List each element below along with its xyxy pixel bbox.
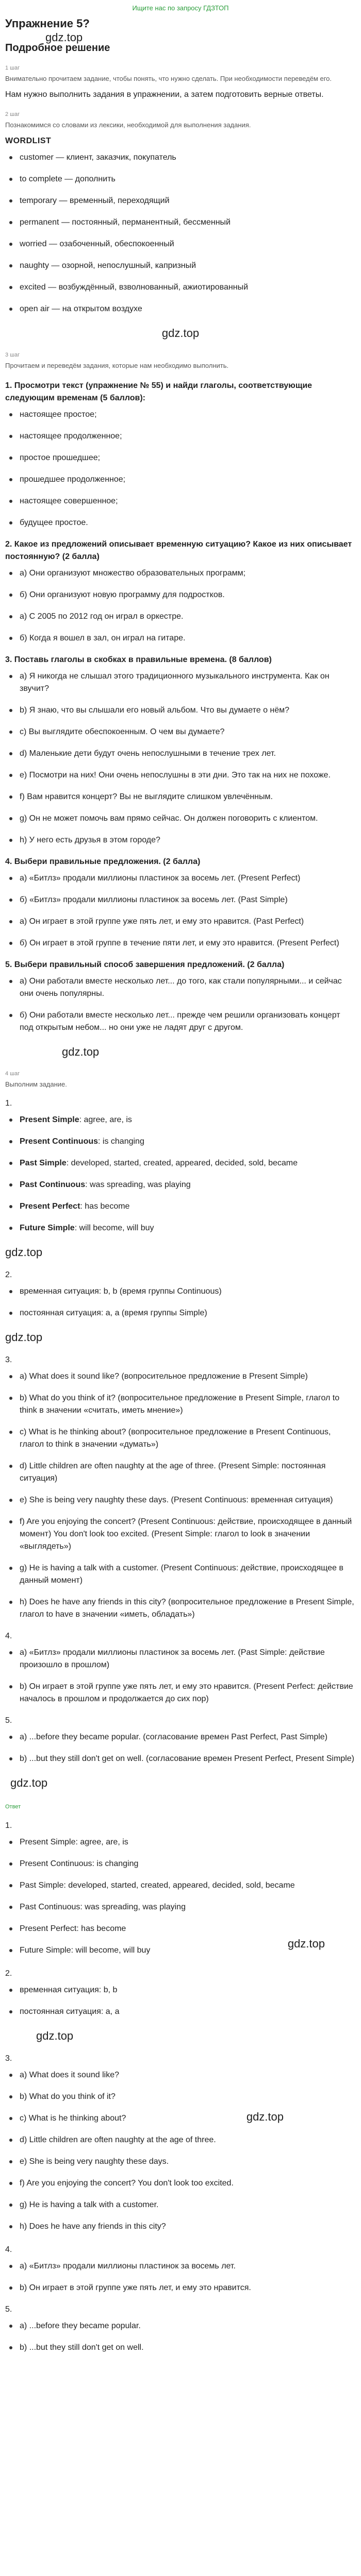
list-item: Past Simple: developed, started, created, appeared, decided, sold, became [20, 1879, 356, 1892]
step-label: 4 шаг [5, 1071, 20, 1077]
final-answer-list [5, 2320, 356, 2354]
list-item: а) Они организуют множество образовательных программ; [20, 567, 356, 580]
list-item [20, 1157, 356, 1170]
task-heading: 3. Поставь глаголы в скобках в правильные времена. (8 баллов) [5, 655, 272, 664]
list-item: постоянная ситуация: a, a (время группы Simple) [20, 1307, 356, 1319]
task-list [5, 409, 356, 529]
step-note: Выполним задание. [5, 1080, 67, 1088]
list-item: e) Посмотри на них! Они очень непослушны в эти дни. Это так на них не похоже. [20, 769, 356, 782]
list-item: постоянная ситуация: a, a [20, 2006, 356, 2018]
list-item: a) Я никогда не слышал этого традиционного музыкального инструмента. Как он звучит? [20, 670, 356, 695]
answer-list [5, 1114, 356, 1234]
step-note: Внимательно прочитаем задание, чтобы понять, что нужно сделать. При необходимости переведём его. [5, 74, 332, 82]
list-item: a) ...before they became popular. (согласование времен Past Perfect, Past Simple) [20, 1731, 356, 1743]
list-item: временная ситуация: b, b [20, 1984, 356, 1996]
answer-number: 5. [5, 1716, 12, 1725]
answer-number: 4. [5, 2245, 12, 2254]
list-item: g) Он не может помочь вам прямо сейчас. Он должен поговорить с клиентом. [20, 812, 356, 825]
task-heading: 4. Выбери правильные предложения. (2 балла) [5, 857, 201, 866]
list-item: a) What does it sound like? [20, 2069, 356, 2081]
list-item: Future Simple: will become, will buy [20, 1944, 356, 1957]
watermark: gdz.top [36, 2029, 74, 2042]
list-item: customer — клиент, заказчик, покупатель [20, 151, 356, 164]
tense-verbs: : agree, are, is [79, 1115, 132, 1124]
list-item [20, 1200, 356, 1213]
answer-number: 1. [5, 1099, 12, 1108]
list-item: Past Continuous: was spreading, was playing [20, 1901, 356, 1913]
answer-list [5, 1731, 356, 1765]
answer-list [5, 1285, 356, 1319]
list-item: настоящее простое; [20, 409, 356, 421]
task-heading: 5. Выбери правильный способ завершения предложений. (2 балла) [5, 960, 285, 969]
wordlist [5, 151, 356, 315]
answer-list [5, 1647, 356, 1705]
list-item: b) Он играет в этой группе уже пять лет, и ему это нравится. (Present Perfect: действие началось в прошлом и продолжается до сих пор) [20, 1681, 356, 1705]
task-list [5, 975, 356, 1034]
list-item: б) Они организуют новую программу для подростков. [20, 589, 356, 601]
watermark: gdz.top [45, 31, 83, 44]
list-item: g) He is having a talk with a customer. (Present Continuous: действие, происходящее в данный момент) [20, 1562, 356, 1587]
task-heading: 2. Какое из предложений описывает временную ситуацию? Какое из них описывает постоянную? (2 балла) [5, 540, 352, 561]
final-answer-list [5, 2069, 356, 2233]
list-item: простое прошедшее; [20, 452, 356, 464]
list-item: а) Они работали вместе несколько лет... до того, как стали популярными... и сейчас они очень популярны. [20, 975, 356, 1000]
answer-number: 3. [5, 1355, 12, 1364]
answer-number: 4. [5, 1632, 12, 1640]
list-item: прошедшее продолженное; [20, 473, 356, 486]
list-item: будущее простое. [20, 517, 356, 529]
task-list [5, 670, 356, 846]
task-list [5, 567, 356, 645]
watermark: gdz.top [246, 2110, 284, 2123]
list-item: Present Perfect: has become [20, 1923, 356, 1935]
step-label: 2 шаг [5, 111, 20, 117]
list-item: g) He is having a talk with a customer. [20, 2199, 356, 2211]
list-item: b) ...but they still don't get on well. [20, 2342, 356, 2354]
list-item: f) Вам нравится концерт? Вы не выглядите слишком увлечённым. [20, 791, 356, 803]
list-item: naughty — озорной, непослушный, капризный [20, 260, 356, 272]
list-item: c) What is he thinking about? [20, 2112, 356, 2125]
final-answer-list [5, 1984, 356, 2018]
list-item [20, 1136, 356, 1148]
list-item [20, 1222, 356, 1234]
list-item: permanent — постоянный, перманентный, бессменный [20, 216, 356, 229]
list-item: to complete — дополнить [20, 173, 356, 185]
tense-name: Past Continuous [20, 1180, 86, 1189]
list-item: b) ...but they still don't get on well. (согласование времен Present Perfect, Present Simple) [20, 1753, 356, 1765]
tense-name: Present Perfect [20, 1202, 80, 1211]
list-item: временная ситуация: b, b (время группы Continuous) [20, 1285, 356, 1298]
task-heading: 1. Просмотри текст (упражнение № 55) и найди глаголы, соответствующие следующим временам (5 баллов): [5, 381, 313, 402]
tense-verbs: : will become, will buy [74, 1224, 154, 1232]
list-item: настоящее продолженное; [20, 430, 356, 443]
list-item: а) «Битлз» продали миллионы пластинок за восемь лет. (Present Perfect) [20, 872, 356, 885]
answer-number: 1. [5, 1821, 12, 1830]
wordlist-title: WORDLIST [5, 137, 52, 145]
list-item: h) Does he have any friends in this city? [20, 2221, 356, 2233]
list-item: a) ...before they became popular. [20, 2320, 356, 2332]
list-item: d) Little children are often naughty at the age of three. (Present Simple: постоянная ситуация) [20, 1460, 356, 1485]
tense-verbs: : developed, started, created, appeared, decided, sold, became [66, 1159, 298, 1167]
content [0, 16, 361, 2354]
tense-name: Future Simple [20, 1224, 75, 1232]
list-item: f) Are you enjoying the concert? You don't look too excited. [20, 2177, 356, 2190]
list-item: excited — возбуждённый, взволнованный, ажиотированный [20, 281, 356, 294]
list-item: worried — озабоченный, обеспокоенный [20, 238, 356, 250]
list-item: а) «Битлз» продали миллионы пластинок за восемь лет. (Past Simple: действие произошло в прошлом) [20, 1647, 356, 1671]
page-title: Упражнение 5? [5, 16, 90, 30]
tense-name: Present Simple [20, 1115, 79, 1124]
list-item: d) Little children are often naughty at the age of three. [20, 2134, 356, 2146]
list-item: б) Он играет в этой группе в течение пяти лет, и ему это нравится. (Present Perfect) [20, 937, 356, 950]
answer-number: 2. [5, 1270, 12, 1279]
list-item: b) What do you think of it? (вопросительное предложение в Present Simple, глагол to think в значении «считать, иметь мнение») [20, 1392, 356, 1417]
tense-verbs: : was spreading, was playing [85, 1180, 191, 1189]
page-subtitle: Подробное решение [5, 42, 110, 54]
watermark: gdz.top [287, 1937, 325, 1950]
list-item: настоящее совершенное; [20, 495, 356, 507]
answer-number: 2. [5, 1969, 12, 1978]
answer-label: Ответ [5, 1804, 21, 1810]
answer-number: 3. [5, 2054, 12, 2063]
final-answer-list [5, 2260, 356, 2294]
list-item: a) «Битлз» продали миллионы пластинок за восемь лет. [20, 2260, 356, 2273]
list-item: б) «Битлз» продали миллионы пластинок за восемь лет. (Past Simple) [20, 894, 356, 906]
list-item: e) She is being very naughty these days. (Present Continuous: временная ситуация) [20, 1494, 356, 1506]
list-item: open air — на открытом воздухе [20, 303, 356, 315]
step-text: Нам нужно выполнить задания в упражнении, а затем подготовить верные ответы. [5, 90, 324, 99]
answer-list [5, 1370, 356, 1621]
list-item: e) She is being very naughty these days. [20, 2156, 356, 2168]
step-note: Прочитаем и переведём задания, которые нам необходимо выполнить. [5, 361, 229, 369]
list-item: б) Они работали вместе несколько лет... прежде чем решили организовать концерт под открытым небом... но они уже не ладят друг с другом. [20, 1009, 356, 1034]
watermark: gdz.top [10, 1776, 48, 1789]
list-item: b) What do you think of it? [20, 2091, 356, 2103]
list-item: а) С 2005 по 2012 год он играл в оркестре. [20, 611, 356, 623]
watermark: gdz.top [5, 1246, 43, 1259]
tense-name: Past Simple [20, 1159, 67, 1167]
list-item [20, 1179, 356, 1191]
list-item: b) Я знаю, что вы слышали его новый альбом. Что вы думаете о нём? [20, 704, 356, 717]
watermark: gdz.top [62, 1045, 100, 1058]
tense-name: Present Continuous [20, 1137, 99, 1146]
search-hint-link[interactable]: Ищите нас по запросу ГДЗТОП [132, 4, 229, 12]
list-item: Present Continuous: is changing [20, 1858, 356, 1870]
list-item: h) У него есть друзья в этом городе? [20, 834, 356, 846]
list-item: temporary — временный, переходящий [20, 195, 356, 207]
list-item: c) Вы выглядите обеспокоенным. О чем вы думаете? [20, 726, 356, 738]
step-label: 1 шаг [5, 65, 20, 71]
tense-verbs: : is changing [98, 1137, 144, 1146]
list-item: a) What does it sound like? (вопросительное предложение в Present Simple) [20, 1370, 356, 1383]
list-item: d) Маленькие дети будут очень непослушными в течение трех лет. [20, 748, 356, 760]
watermark: gdz.top [5, 1331, 43, 1344]
watermark: gdz.top [161, 327, 200, 340]
list-item [20, 1114, 356, 1126]
list-item: c) What is he thinking about? (вопросительное предложение в Present Continuous, глагол to think в значении «думать») [20, 1426, 356, 1451]
list-item: b) Он играет в этой группе уже пять лет, и ему это нравится. [20, 2282, 356, 2294]
tense-verbs: : has become [80, 1202, 130, 1211]
list-item: а) Он играет в этой группе уже пять лет, и ему это нравится. (Past Perfect) [20, 916, 356, 928]
list-item: h) Does he have any friends in this city? (вопросительное предложение в Present Simple, глагол to have в значении «иметь, обладать») [20, 1596, 356, 1621]
list-item: б) Когда я вошел в зал, он играл на гитаре. [20, 632, 356, 645]
step-label: 3 шаг [5, 352, 20, 358]
task-list [5, 872, 356, 950]
answer-number: 5. [5, 2304, 12, 2314]
list-item: f) Are you enjoying the concert? (Present Continuous: действие, происходящее в данный момент) You don't look too excited. (Present Simple: глагол to look в значении «выглядеть») [20, 1516, 356, 1553]
list-item: Present Simple: agree, are, is [20, 1836, 356, 1849]
step-note: Познакомимся со словами из лексики, необходимой для выполнения задания. [5, 121, 251, 129]
